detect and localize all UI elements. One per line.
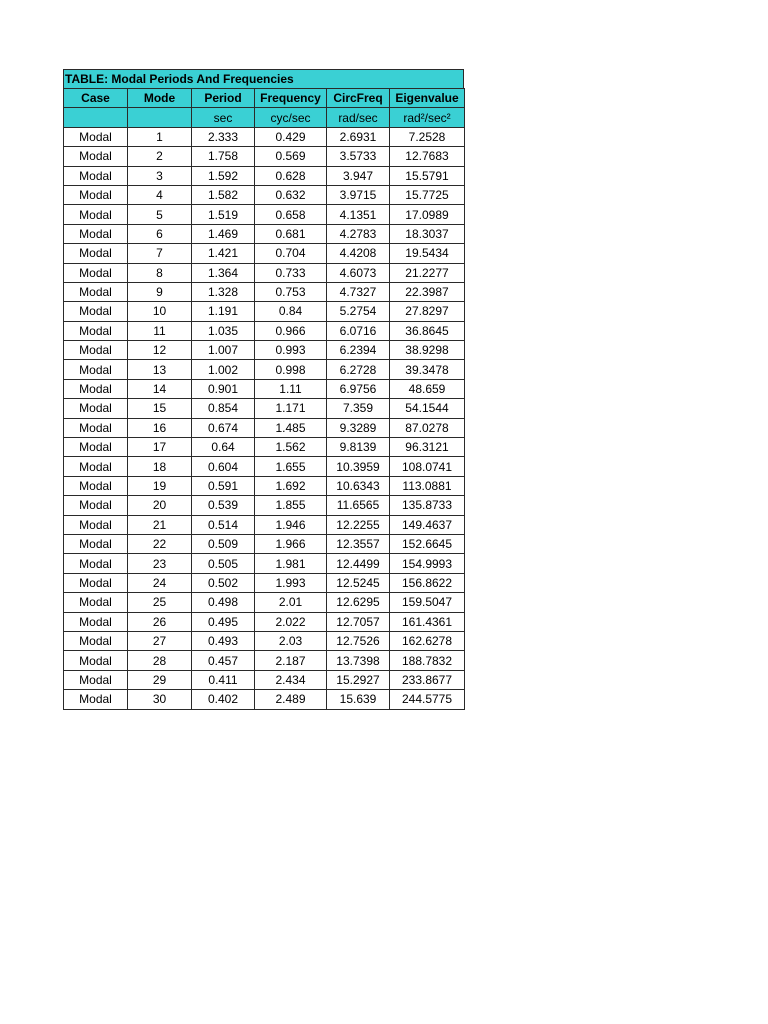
- cell-frequency: 1.946: [255, 515, 327, 534]
- cell-period: 0.493: [192, 631, 255, 650]
- cell-mode: 13: [128, 360, 192, 379]
- cell-eigenvalue: 161.4361: [390, 612, 465, 631]
- table-row: [64, 321, 465, 340]
- cell-eigenvalue: 12.7683: [390, 147, 465, 166]
- cell-frequency: 0.704: [255, 244, 327, 263]
- cell-mode: 25: [128, 593, 192, 612]
- cell-frequency: 2.022: [255, 612, 327, 631]
- unit-frequency: cyc/sec: [255, 108, 327, 127]
- cell-eigenvalue: 244.5775: [390, 690, 465, 709]
- cell-frequency: 2.434: [255, 670, 327, 689]
- cell-frequency: 0.658: [255, 205, 327, 224]
- cell-case: Modal: [64, 399, 128, 418]
- cell-period: 1.469: [192, 224, 255, 243]
- cell-frequency: 0.753: [255, 282, 327, 301]
- cell-eigenvalue: 15.7725: [390, 185, 465, 204]
- cell-mode: 15: [128, 399, 192, 418]
- spreadsheet-table-region: [63, 69, 465, 710]
- cell-circfreq: 6.2728: [327, 360, 390, 379]
- cell-period: 1.007: [192, 341, 255, 360]
- cell-period: 1.421: [192, 244, 255, 263]
- cell-mode: 16: [128, 418, 192, 437]
- cell-period: 1.582: [192, 185, 255, 204]
- cell-frequency: 1.655: [255, 457, 327, 476]
- cell-case: Modal: [64, 302, 128, 321]
- cell-case: Modal: [64, 282, 128, 301]
- units-row: [64, 108, 465, 127]
- cell-mode: 18: [128, 457, 192, 476]
- cell-case: Modal: [64, 341, 128, 360]
- cell-circfreq: 12.6295: [327, 593, 390, 612]
- cell-period: 0.514: [192, 515, 255, 534]
- cell-case: Modal: [64, 612, 128, 631]
- cell-frequency: 2.489: [255, 690, 327, 709]
- cell-circfreq: 13.7398: [327, 651, 390, 670]
- cell-eigenvalue: 159.5047: [390, 593, 465, 612]
- cell-eigenvalue: 162.6278: [390, 631, 465, 650]
- cell-case: Modal: [64, 534, 128, 553]
- cell-period: 0.502: [192, 573, 255, 592]
- cell-mode: 5: [128, 205, 192, 224]
- cell-case: Modal: [64, 166, 128, 185]
- cell-frequency: 0.966: [255, 321, 327, 340]
- cell-period: 0.402: [192, 690, 255, 709]
- unit-eigenvalue: rad²/sec²: [390, 108, 465, 127]
- cell-mode: 1: [128, 127, 192, 146]
- cell-frequency: 0.84: [255, 302, 327, 321]
- cell-circfreq: 15.639: [327, 690, 390, 709]
- table-row: [64, 379, 465, 398]
- cell-frequency: 1.855: [255, 496, 327, 515]
- table-row: [64, 127, 465, 146]
- cell-case: Modal: [64, 418, 128, 437]
- cell-case: Modal: [64, 224, 128, 243]
- cell-case: Modal: [64, 593, 128, 612]
- cell-mode: 27: [128, 631, 192, 650]
- cell-mode: 24: [128, 573, 192, 592]
- cell-circfreq: 2.6931: [327, 127, 390, 146]
- cell-circfreq: 12.2255: [327, 515, 390, 534]
- cell-mode: 28: [128, 651, 192, 670]
- cell-period: 0.604: [192, 457, 255, 476]
- cell-eigenvalue: 152.6645: [390, 534, 465, 553]
- cell-case: Modal: [64, 127, 128, 146]
- cell-mode: 9: [128, 282, 192, 301]
- cell-eigenvalue: 27.8297: [390, 302, 465, 321]
- cell-case: Modal: [64, 670, 128, 689]
- table-row: [64, 263, 465, 282]
- table-row: [64, 418, 465, 437]
- cell-period: 1.002: [192, 360, 255, 379]
- cell-frequency: 0.429: [255, 127, 327, 146]
- cell-period: 1.191: [192, 302, 255, 321]
- cell-mode: 10: [128, 302, 192, 321]
- cell-case: Modal: [64, 360, 128, 379]
- cell-period: 0.854: [192, 399, 255, 418]
- table-row: [64, 205, 465, 224]
- table-row: [64, 224, 465, 243]
- table-row: [64, 457, 465, 476]
- header-mode: Mode: [128, 89, 192, 108]
- header-period: Period: [192, 89, 255, 108]
- cell-circfreq: 4.1351: [327, 205, 390, 224]
- cell-period: 0.539: [192, 496, 255, 515]
- cell-eigenvalue: 7.2528: [390, 127, 465, 146]
- cell-case: Modal: [64, 690, 128, 709]
- cell-circfreq: 12.3557: [327, 534, 390, 553]
- header-frequency: Frequency: [255, 89, 327, 108]
- cell-mode: 17: [128, 438, 192, 457]
- cell-period: 0.509: [192, 534, 255, 553]
- header-case: Case: [64, 89, 128, 108]
- table-row: [64, 496, 465, 515]
- cell-circfreq: 4.2783: [327, 224, 390, 243]
- cell-circfreq: 6.0716: [327, 321, 390, 340]
- table-row: [64, 166, 465, 185]
- cell-period: 1.364: [192, 263, 255, 282]
- cell-mode: 21: [128, 515, 192, 534]
- cell-case: Modal: [64, 496, 128, 515]
- table-row: [64, 534, 465, 553]
- table-row: [64, 515, 465, 534]
- cell-eigenvalue: 38.9298: [390, 341, 465, 360]
- cell-period: 0.591: [192, 476, 255, 495]
- cell-circfreq: 12.5245: [327, 573, 390, 592]
- cell-mode: 12: [128, 341, 192, 360]
- cell-circfreq: 4.6073: [327, 263, 390, 282]
- cell-mode: 22: [128, 534, 192, 553]
- cell-circfreq: 3.5733: [327, 147, 390, 166]
- cell-eigenvalue: 36.8645: [390, 321, 465, 340]
- cell-frequency: 0.998: [255, 360, 327, 379]
- cell-case: Modal: [64, 147, 128, 166]
- cell-eigenvalue: 22.3987: [390, 282, 465, 301]
- cell-frequency: 0.628: [255, 166, 327, 185]
- cell-case: Modal: [64, 244, 128, 263]
- cell-period: 2.333: [192, 127, 255, 146]
- cell-circfreq: 3.947: [327, 166, 390, 185]
- cell-eigenvalue: 17.0989: [390, 205, 465, 224]
- cell-period: 0.505: [192, 554, 255, 573]
- header-circfreq: CircFreq: [327, 89, 390, 108]
- unit-case: [64, 108, 128, 127]
- cell-eigenvalue: 19.5434: [390, 244, 465, 263]
- table-row: [64, 690, 465, 709]
- table-row: [64, 302, 465, 321]
- table-row: [64, 593, 465, 612]
- cell-mode: 8: [128, 263, 192, 282]
- cell-frequency: 1.993: [255, 573, 327, 592]
- cell-frequency: 0.681: [255, 224, 327, 243]
- table-row: [64, 554, 465, 573]
- cell-eigenvalue: 48.659: [390, 379, 465, 398]
- cell-period: 1.328: [192, 282, 255, 301]
- cell-circfreq: 10.6343: [327, 476, 390, 495]
- table-body: [64, 127, 465, 709]
- cell-circfreq: 9.3289: [327, 418, 390, 437]
- cell-period: 0.495: [192, 612, 255, 631]
- cell-eigenvalue: 18.3037: [390, 224, 465, 243]
- cell-mode: 6: [128, 224, 192, 243]
- cell-eigenvalue: 188.7832: [390, 651, 465, 670]
- cell-eigenvalue: 149.4637: [390, 515, 465, 534]
- table-row: [64, 670, 465, 689]
- table-row: [64, 185, 465, 204]
- unit-period: sec: [192, 108, 255, 127]
- cell-eigenvalue: 156.8622: [390, 573, 465, 592]
- cell-circfreq: 15.2927: [327, 670, 390, 689]
- cell-case: Modal: [64, 438, 128, 457]
- cell-period: 1.519: [192, 205, 255, 224]
- cell-case: Modal: [64, 457, 128, 476]
- cell-eigenvalue: 87.0278: [390, 418, 465, 437]
- cell-circfreq: 9.8139: [327, 438, 390, 457]
- cell-eigenvalue: 108.0741: [390, 457, 465, 476]
- table-row: [64, 341, 465, 360]
- cell-mode: 23: [128, 554, 192, 573]
- cell-case: Modal: [64, 263, 128, 282]
- header-eigenvalue: Eigenvalue: [390, 89, 465, 108]
- header-row: [64, 89, 465, 108]
- cell-circfreq: 12.7526: [327, 631, 390, 650]
- cell-circfreq: 6.9756: [327, 379, 390, 398]
- cell-frequency: 1.562: [255, 438, 327, 457]
- cell-eigenvalue: 15.5791: [390, 166, 465, 185]
- cell-period: 1.758: [192, 147, 255, 166]
- cell-frequency: 0.993: [255, 341, 327, 360]
- unit-mode: [128, 108, 192, 127]
- cell-period: 0.498: [192, 593, 255, 612]
- cell-mode: 26: [128, 612, 192, 631]
- modal-periods-table: [63, 88, 465, 710]
- unit-circfreq: rad/sec: [327, 108, 390, 127]
- table-row: [64, 147, 465, 166]
- cell-circfreq: 4.4208: [327, 244, 390, 263]
- cell-frequency: 2.03: [255, 631, 327, 650]
- cell-eigenvalue: 96.3121: [390, 438, 465, 457]
- cell-eigenvalue: 21.2277: [390, 263, 465, 282]
- cell-frequency: 1.966: [255, 534, 327, 553]
- cell-case: Modal: [64, 476, 128, 495]
- table-row: [64, 360, 465, 379]
- cell-eigenvalue: 233.8677: [390, 670, 465, 689]
- cell-circfreq: 6.2394: [327, 341, 390, 360]
- cell-case: Modal: [64, 515, 128, 534]
- cell-circfreq: 5.2754: [327, 302, 390, 321]
- table-row: [64, 476, 465, 495]
- cell-mode: 2: [128, 147, 192, 166]
- cell-mode: 7: [128, 244, 192, 263]
- cell-frequency: 1.692: [255, 476, 327, 495]
- cell-frequency: 1.485: [255, 418, 327, 437]
- table-row: [64, 612, 465, 631]
- cell-frequency: 1.11: [255, 379, 327, 398]
- cell-period: 0.64: [192, 438, 255, 457]
- cell-period: 0.901: [192, 379, 255, 398]
- cell-eigenvalue: 154.9993: [390, 554, 465, 573]
- cell-frequency: 1.171: [255, 399, 327, 418]
- cell-eigenvalue: 39.3478: [390, 360, 465, 379]
- cell-circfreq: 12.7057: [327, 612, 390, 631]
- table-row: [64, 282, 465, 301]
- cell-mode: 11: [128, 321, 192, 340]
- table-row: [64, 631, 465, 650]
- cell-eigenvalue: 113.0881: [390, 476, 465, 495]
- cell-circfreq: 3.9715: [327, 185, 390, 204]
- cell-case: Modal: [64, 321, 128, 340]
- table-row: [64, 399, 465, 418]
- cell-mode: 14: [128, 379, 192, 398]
- cell-case: Modal: [64, 573, 128, 592]
- cell-circfreq: 7.359: [327, 399, 390, 418]
- cell-circfreq: 12.4499: [327, 554, 390, 573]
- cell-case: Modal: [64, 631, 128, 650]
- table-row: [64, 438, 465, 457]
- cell-mode: 3: [128, 166, 192, 185]
- cell-period: 1.592: [192, 166, 255, 185]
- cell-frequency: 0.632: [255, 185, 327, 204]
- table-row: [64, 573, 465, 592]
- cell-case: Modal: [64, 185, 128, 204]
- cell-mode: 20: [128, 496, 192, 515]
- cell-mode: 4: [128, 185, 192, 204]
- cell-circfreq: 4.7327: [327, 282, 390, 301]
- table-title: TABLE: Modal Periods And Frequencies: [63, 69, 464, 88]
- cell-frequency: 1.981: [255, 554, 327, 573]
- cell-frequency: 2.01: [255, 593, 327, 612]
- cell-eigenvalue: 54.1544: [390, 399, 465, 418]
- table-row: [64, 651, 465, 670]
- cell-circfreq: 11.6565: [327, 496, 390, 515]
- cell-case: Modal: [64, 379, 128, 398]
- cell-period: 1.035: [192, 321, 255, 340]
- cell-frequency: 0.569: [255, 147, 327, 166]
- cell-eigenvalue: 135.8733: [390, 496, 465, 515]
- table-row: [64, 244, 465, 263]
- cell-frequency: 2.187: [255, 651, 327, 670]
- cell-case: Modal: [64, 554, 128, 573]
- cell-period: 0.674: [192, 418, 255, 437]
- cell-circfreq: 10.3959: [327, 457, 390, 476]
- cell-mode: 30: [128, 690, 192, 709]
- cell-mode: 29: [128, 670, 192, 689]
- cell-period: 0.457: [192, 651, 255, 670]
- cell-case: Modal: [64, 651, 128, 670]
- cell-frequency: 0.733: [255, 263, 327, 282]
- cell-mode: 19: [128, 476, 192, 495]
- cell-period: 0.411: [192, 670, 255, 689]
- cell-case: Modal: [64, 205, 128, 224]
